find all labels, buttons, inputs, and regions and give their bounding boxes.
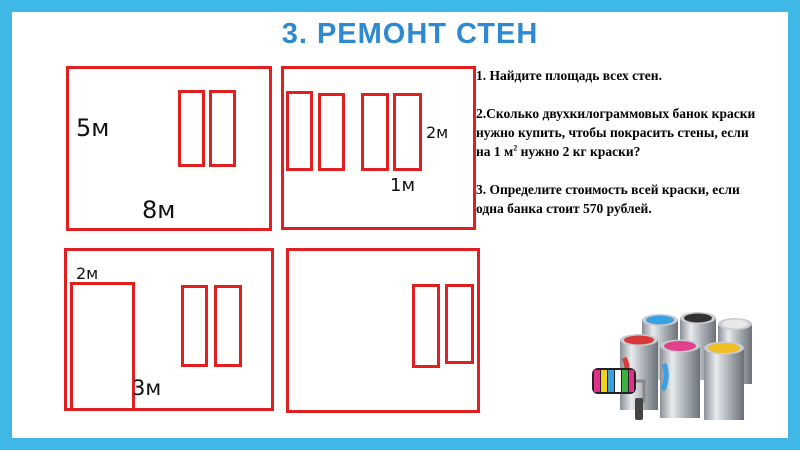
door-height-label: 2м [426, 123, 449, 142]
task-2-superscript: 2 [513, 143, 518, 153]
paint-can-icon [704, 342, 744, 421]
task-2-text: 2.Сколько двухкилограммовых банок краски нужно купить, чтобы покрасить стены, если на 1 м [476, 106, 756, 159]
wall-width-label: 8м [142, 196, 176, 224]
door [318, 93, 345, 171]
task-list [476, 66, 766, 237]
task-2 [476, 104, 766, 161]
wall-height-label: 5м [76, 114, 110, 142]
window [412, 284, 440, 368]
slide-title: 3. РЕМОНТ СТЕН [281, 18, 539, 50]
window [181, 285, 208, 367]
task-1: 1. Найдите площадь всех стен. [476, 68, 662, 83]
door-width-label: 1м [390, 175, 416, 196]
paint-cans-illustration [580, 298, 780, 438]
window [209, 90, 236, 167]
door [361, 93, 389, 171]
window [214, 285, 242, 367]
task-2-text-end: нужно 2 кг краски? [517, 144, 641, 159]
window [445, 284, 474, 364]
door [393, 93, 422, 171]
window [178, 90, 205, 167]
task-3: 3. Определите стоимость всей краски, если одна банка стоит 570 рублей. [476, 182, 740, 216]
door [286, 91, 313, 171]
wall-width-label: 3м [132, 376, 162, 400]
paint-can-icon [660, 340, 700, 419]
door-height-label: 2м [76, 264, 99, 283]
door [70, 282, 135, 411]
